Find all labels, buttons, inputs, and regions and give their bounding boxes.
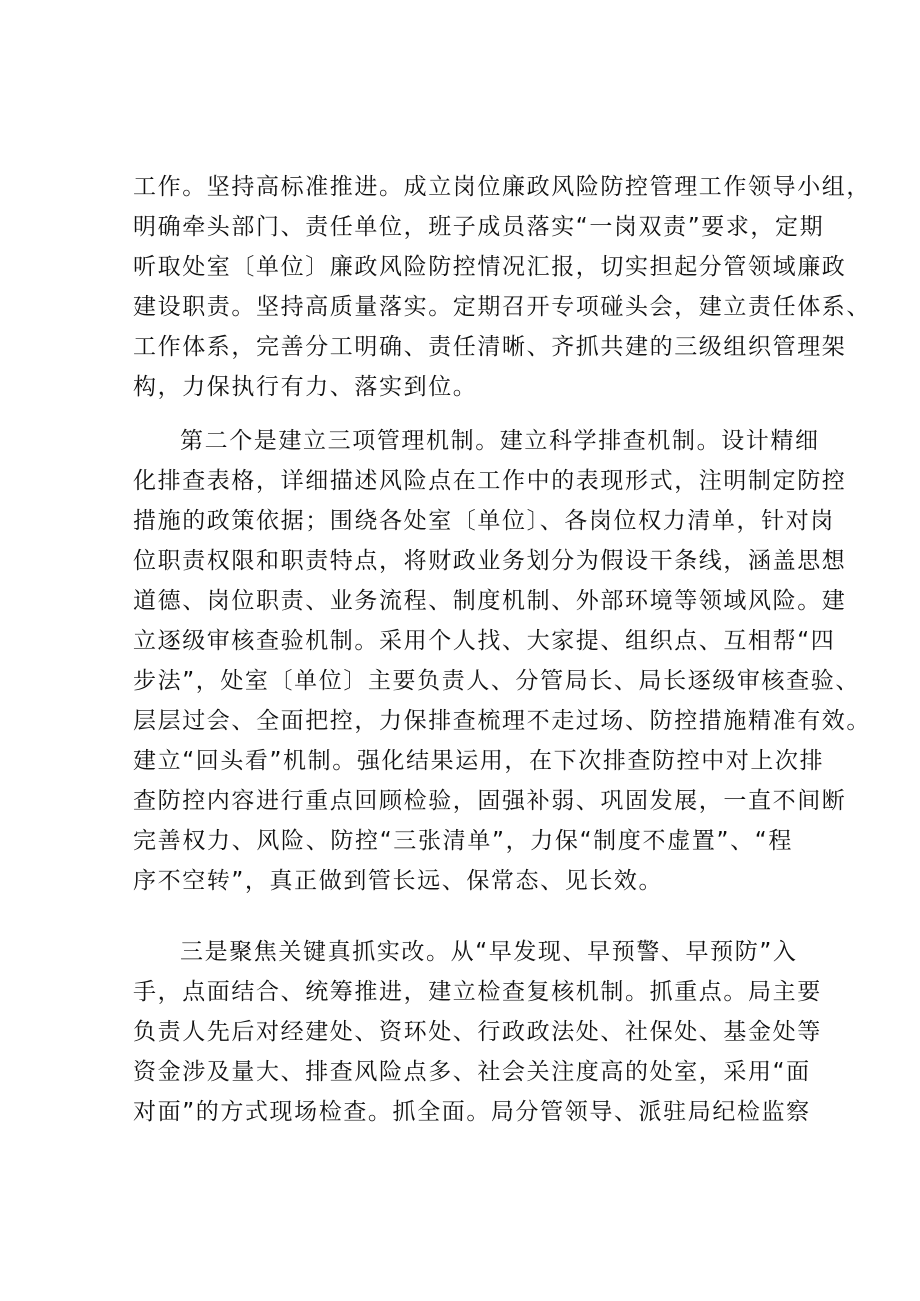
paragraph-line: 明确牵头部门、责任单位，班子成员落实“一岗双责”要求，定期 xyxy=(133,214,825,240)
paragraph-line: 查防控内容进行重点回顾检验，固强补弱、巩固发展，一直不间断 xyxy=(133,788,847,814)
paragraph-line: 步法”，处室〔单位〕主要负责人、分管局长、局长逐级审核查验、 xyxy=(133,668,860,694)
paragraph-line: 对面”的方式现场检查。抓全面。局分管领导、派驻局纪检监察 xyxy=(133,1099,811,1125)
paragraph-line: 三是聚焦关键真抓实改。从“早发现、早预警、早预防”入 xyxy=(180,939,798,965)
paragraph-line: 负责人先后对经建处、资环处、行政政法处、社保处、基金处等 xyxy=(133,1019,822,1045)
paragraph-line: 立逐级审核查验机制。采用个人找、大家提、组织点、互相帮“四 xyxy=(133,628,836,654)
paragraph-line: 第二个是建立三项管理机制。建立科学排查机制。设计精细 xyxy=(180,428,820,454)
paragraph-line: 工作。坚持高标准推进。成立岗位廉政风险防控管理工作领导小组， xyxy=(133,174,871,200)
paragraph-line: 完善权力、风险、防控“三张清单”，力保“制度不虚置”、“程 xyxy=(133,828,793,854)
paragraph-line: 资金涉及量大、排查风险点多、社会关注度高的处室，采用“面 xyxy=(133,1059,811,1085)
paragraph-line: 听取处室〔单位〕廉政风险防控情况汇报，切实担起分管领域廉政 xyxy=(133,254,847,280)
paragraph-line: 层层过会、全面把控，力保排查梳理不走过场、防控措施精准有效。 xyxy=(133,708,871,734)
paragraph-line: 措施的政策依据；围绕各处室〔单位〕、各岗位权力清单，针对岗 xyxy=(133,508,835,534)
paragraph-line: 手，点面结合、统筹推进，建立检查复核机制。抓重点。局主要 xyxy=(133,979,822,1005)
paragraph-2 xyxy=(133,421,871,901)
paragraph-line: 位职责权限和职责特点，将财政业务划分为假设干条线，涵盖思想 xyxy=(133,548,847,574)
paragraph-line: 建立“回头看”机制。强化结果运用，在下次排查防控中对上次排 xyxy=(133,748,825,774)
paragraph-line: 工作体系，完善分工明确、责任清晰、齐抓共建的三级组织管理架 xyxy=(133,334,847,360)
paragraph-line: 化排查表格，详细描述风险点在工作中的表现形式，注明制定防控 xyxy=(133,468,847,494)
paragraph-line: 序不空转”，真正做到管长远、保常态、见长效。 xyxy=(133,868,664,894)
paragraph-3 xyxy=(133,932,822,1132)
paragraph-line: 构，力保执行有力、落实到位。 xyxy=(133,374,478,400)
paragraph-1 xyxy=(133,167,871,407)
paragraph-line: 道德、岗位职责、业务流程、制度机制、外部环境等领域风险。建 xyxy=(133,588,847,614)
paragraph-line: 建设职责。坚持高质量落实。定期召开专项碰头会，建立责任体系、 xyxy=(133,294,871,320)
